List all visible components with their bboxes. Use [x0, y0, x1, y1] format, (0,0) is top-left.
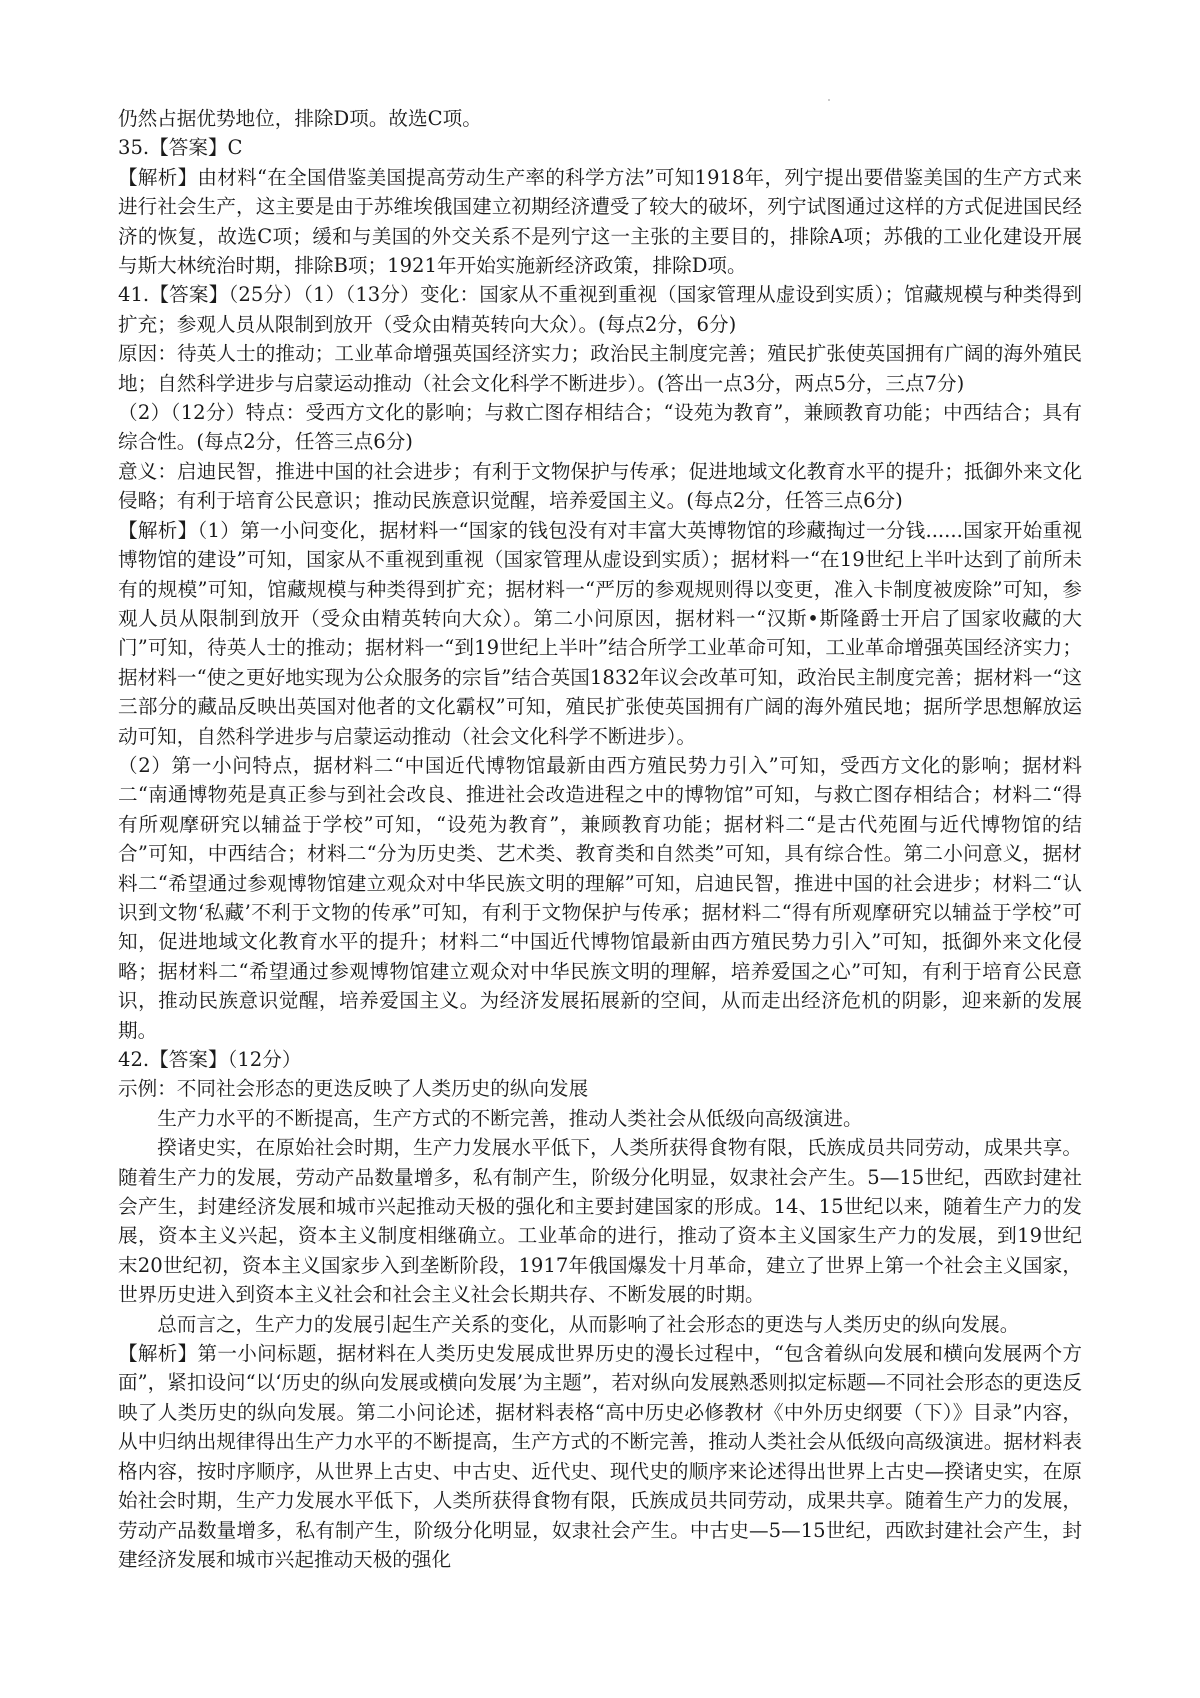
paragraph: 生产力水平的不断提高，生产方式的不断完善，推动人类社会从低级向高级演进。 [157, 1106, 863, 1130]
paragraph: 仍然占据优势地位，排除D项。故选C项。 [118, 107, 482, 130]
paragraph: 35.【答案】C [118, 136, 243, 160]
paragraph: 【解析】（1）第一小问变化，据材料一“国家的钱包没有对丰富大英博物馆的珍藏掏过一分钱......国家开始重视博物馆的建设”可知，国家从不重视到重视（国家管理从虚设到实质）；据材料一“在19世纪上半叶达到了前所未有的规模”可知，馆藏规模与种类得到扩充；据材料一“严厉的参观规则得以变更，准入卡制度被废除”可知，参观人员从限制到放开（受众由精英转向大众）。第二小问原因，据材料一“汉斯•斯隆爵士开启了国家收藏的大门”可知，待英人士的推动；据材料一“到19世纪上半叶”结合所学工业革命可知，工业革命增强英国经济实力；据材料一“使之更好地实现为公众服务的宗旨”结合英国1832年议会改革可知，政治民主制度完善；据材料一“这三部分的藏品反映出英国对他者的文化霸权”可知，殖民扩张使英国拥有广阔的海外殖民地；据所学思想解放运动可知，自然科学进步与启蒙运动推动（社会文化科学不断进步）。 [118, 518, 1082, 748]
paragraph: 示例：不同社会形态的更迭反映了人类历史的纵向发展 [118, 1077, 589, 1101]
paragraph: 41.【答案】（25分）（1）（13分）变化：国家从不重视到重视（国家管理从虚设到实质）；馆藏规模与种类得到扩充；参观人员从限制到放开（受众由精英转向大众）。(每点2分，6分) [118, 283, 1082, 336]
paragraph: 原因：待英人士的推动；工业革命增强英国经济实力；政治民主制度完善；殖民扩张使英国拥有广阔的海外殖民地；自然科学进步与启蒙运动推动（社会文化科学不断进步）。(答出一点3分，两点5分，三点7分) [118, 342, 1082, 395]
paragraph: 揆诸史实，在原始社会时期，生产力发展水平低下，人类所获得食物有限，氏族成员共同劳动，成果共享。随着生产力的发展，劳动产品数量增多，私有制产生，阶级分化明显，奴隶社会产生。5—15世纪，西欧封建社会产生，封建经济发展和城市兴起推动天极的强化和主要封建国家的形成。14、15世纪以来，随着生产力的发展，资本主义兴起，资本主义制度相继确立。工业革命的进行，推动了资本主义国家生产力的发展，到19世纪末20世纪初，资本主义国家步入到垄断阶段，1917年俄国爆发十月革命，建立了世界上第一个社会主义国家，世界历史进入到资本主义社会和社会主义社会长期共存、不断发展的时期。 [118, 1136, 1082, 1307]
paragraph: 总而言之，生产力的发展引起生产关系的变化，从而影响了社会形态的更迭与人类历史的纵向发展。 [157, 1312, 1020, 1336]
paragraph: 【解析】第一小问标题，据材料在人类历史发展成世界历史的漫长过程中，“包含着纵向发展和横向发展两个方面”，紧扣设问“以‘历史的纵向发展或横向发展’为主题”，若对纵向发展熟悉则拟定标题—不同社会形态的更迭反映了人类历史的纵向发展。第二小问论述，据材料表格“高中历史必修教材《中外历史纲要（下）》目录”内容，从中归纳出规律得出生产力水平的不断提高，生产方式的不断完善，推动人类社会从低级向高级演进。据材料表格内容，按时序顺序，从世界上古史、中古史、近代史、现代史的顺序来论述得出世界上古史—揆诸史实，在原始社会时期，生产力发展水平低下，人类所获得食物有限，氏族成员共同劳动，成果共享。随着生产力的发展，劳动产品数量增多，私有制产生，阶级分化明显，奴隶社会产生。中古史—5—15世纪，西欧封建社会产生，封建经济发展和城市兴起推动天极的强化 [118, 1342, 1082, 1571]
scan-dot [828, 99, 830, 101]
answer-body [118, 104, 1082, 1574]
paragraph: （2）（12分）特点：受西方文化的影响；与救亡图存相结合；“设苑为教育”，兼顾教育功能；中西结合；具有综合性。(每点2分，任答三点6分) [118, 401, 1082, 454]
paragraph: 意义：启迪民智，推进中国的社会进步；有利于文物保护与传承；促进地域文化教育水平的提升；抵御外来文化侵略；有利于培育公民意识；推动民族意识觉醒，培养爱国主义。(每点2分，任答三点6分) [118, 459, 1082, 513]
paragraph: 【解析】由材料“在全国借鉴美国提高劳动生产率的科学方法”可知1918年，列宁提出要借鉴美国的生产方式来进行社会生产，这主要是由于苏维埃俄国建立初期经济遭受了较大的破坏，列宁试图通过这样的方式促进国民经济的恢复，故选C项；缓和与美国的外交关系不是列宁这一主张的主要目的，排除A项；苏俄的工业化建设开展与斯大林统治时期，排除B项；1921年开始实施新经济政策，排除D项。 [118, 165, 1082, 278]
paragraph: 42.【答案】（12分） [118, 1048, 302, 1071]
paragraph: （2）第一小问特点，据材料二“中国近代博物馆最新由西方殖民势力引入”可知，受西方文化的影响；据材料二“南通博物苑是真正参与到社会改良、推进社会改造进程之中的博物馆”可知，与救亡图存相结合；材料二“得有所观摩研究以辅益于学校”可知，“设苑为教育”，兼顾教育功能；据材料二“是古代苑囿与近代博物馆的结合”可知，中西结合；材料二“分为历史类、艺术类、教育类和自然类”可知，具有综合性。第二小问意义，据材料二“希望通过参观博物馆建立观众对中华民族文明的理解”可知，启迪民智，推进中国的社会进步；材料二“认识到文物‘私藏’不利于文物的传承”可知，有利于文物保护与传承；据材料二“得有所观摩研究以辅益于学校”可知，促进地域文化教育水平的提升；材料二“中国近代博物馆最新由西方殖民势力引入”可知，抵御外来文化侵略；据材料二“希望通过参观博物馆建立观众对中华民族文明的理解，培养爱国之心”可知，有利于培育公民意识，推动民族意识觉醒，培养爱国主义。为经济发展拓展新的空间，从而走出经济危机的阴影，迎来新的发展期。 [118, 753, 1082, 1042]
